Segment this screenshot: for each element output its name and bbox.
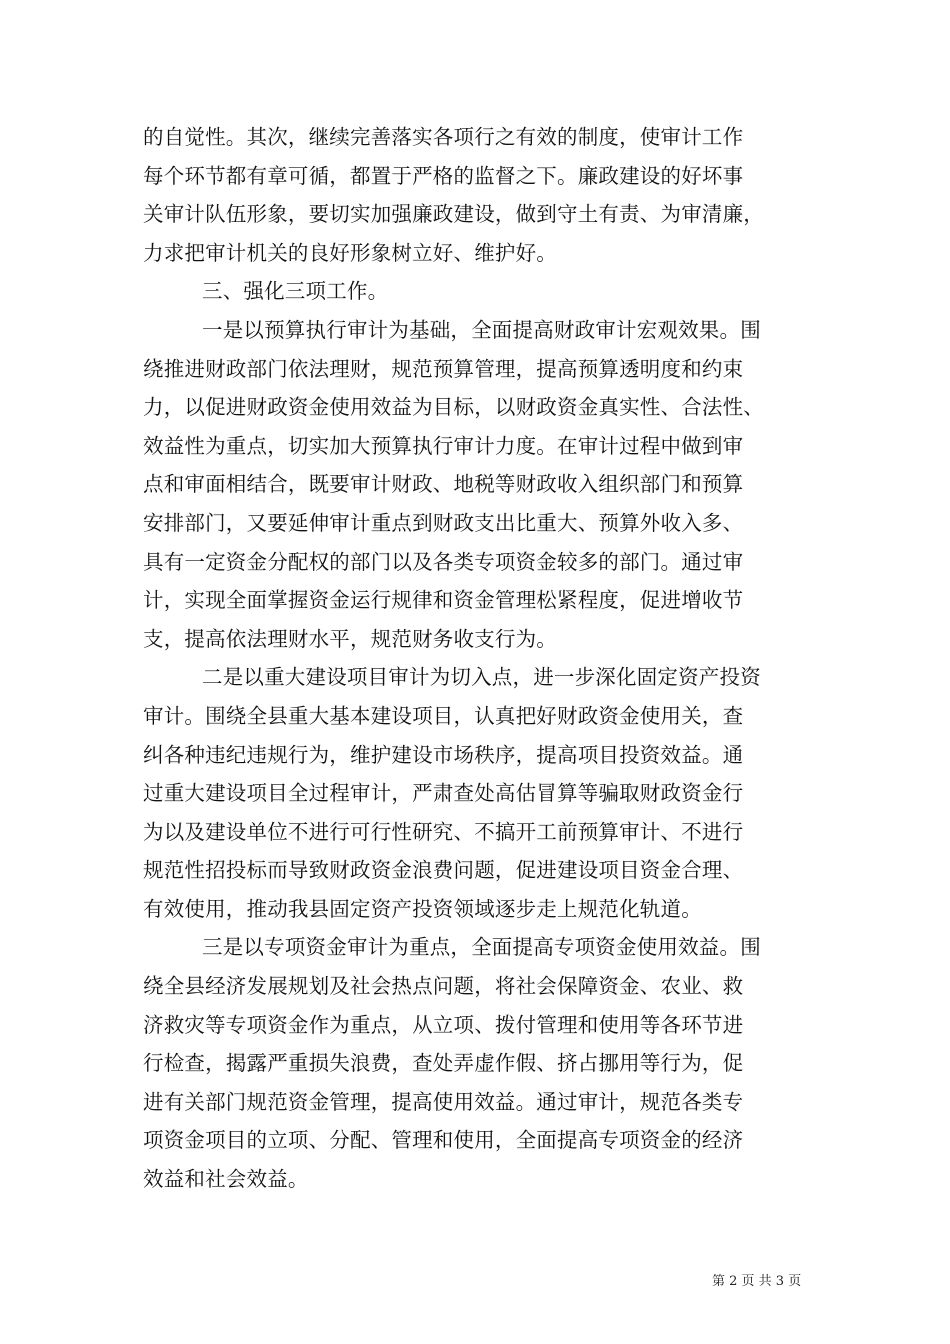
text-line: 效益和社会效益。 (143, 1167, 309, 1192)
text-line: 三、强化三项工作。 (202, 279, 389, 304)
text-line: 点和审面相结合，既要审计财政、地税等财政收入组织部门和预算 (143, 472, 744, 497)
text-line: 有效使用，推动我县固定资产投资领域逐步走上规范化轨道。 (143, 896, 702, 921)
text-line: 一是以预算执行审计为基础，全面提高财政审计宏观效果。围 (202, 317, 761, 342)
text-line: 力求把审计机关的良好形象树立好、维护好。 (143, 240, 557, 265)
text-line: 每个环节都有章可循，都置于严格的监督之下。廉政建设的好坏事 (143, 163, 744, 188)
text-line: 力，以促进财政资金使用效益为目标，以财政资金真实性、合法性、 (143, 395, 764, 420)
text-line: 审计。围绕全县重大基本建设项目，认真把好财政资金使用关，查 (143, 703, 744, 728)
text-line: 具有一定资金分配权的部门以及各类专项资金较多的部门。通过审 (143, 549, 744, 574)
text-line: 效益性为重点，切实加大预算执行审计力度。在审计过程中做到审 (143, 433, 744, 458)
text-line: 二是以重大建设项目审计为切入点，进一步深化固定资产投资 (202, 665, 761, 690)
text-line: 关审计队伍形象，要切实加强廉政建设，做到守土有责、为审清廉， (143, 202, 764, 227)
text-line: 支，提高依法理财水平，规范财务收支行为。 (143, 626, 557, 651)
text-line: 行检查，揭露严重损失浪费，查处弄虚作假、挤占挪用等行为，促 (143, 1051, 744, 1076)
body-text (143, 118, 823, 1199)
page-number-footer: 第 2 页 共 3 页 (712, 1274, 802, 1289)
text-line: 绕推进财政部门依法理财，规范预算管理，提高预算透明度和约束 (143, 356, 744, 381)
text-line: 项资金项目的立项、分配、管理和使用，全面提高专项资金的经济 (143, 1128, 744, 1153)
text-line: 过重大建设项目全过程审计，严肃查处高估冒算等骗取财政资金行 (143, 781, 744, 806)
text-line: 济救灾等专项资金作为重点，从立项、拨付管理和使用等各环节进 (143, 1012, 744, 1037)
text-line: 为以及建设单位不进行可行性研究、不搞开工前预算审计、不进行 (143, 819, 744, 844)
text-line: 纠各种违纪违规行为，维护建设市场秩序，提高项目投资效益。通 (143, 742, 744, 767)
text-line: 安排部门，又要延伸审计重点到财政支出比重大、预算外收入多、 (143, 510, 744, 535)
text-line: 计，实现全面掌握资金运行规律和资金管理松紧程度，促进增收节 (143, 588, 744, 613)
text-line: 绕全县经济发展规划及社会热点问题，将社会保障资金、农业、救 (143, 974, 744, 999)
text-line: 的自觉性。其次，继续完善落实各项行之有效的制度，使审计工作 (143, 125, 744, 149)
text-line: 三是以专项资金审计为重点，全面提高专项资金使用效益。围 (202, 935, 761, 960)
text-line: 进有关部门规范资金管理，提高使用效益。通过审计，规范各类专 (143, 1089, 744, 1114)
text-line: 规范性招投标而导致财政资金浪费问题，促进建设项目资金合理、 (143, 858, 744, 883)
